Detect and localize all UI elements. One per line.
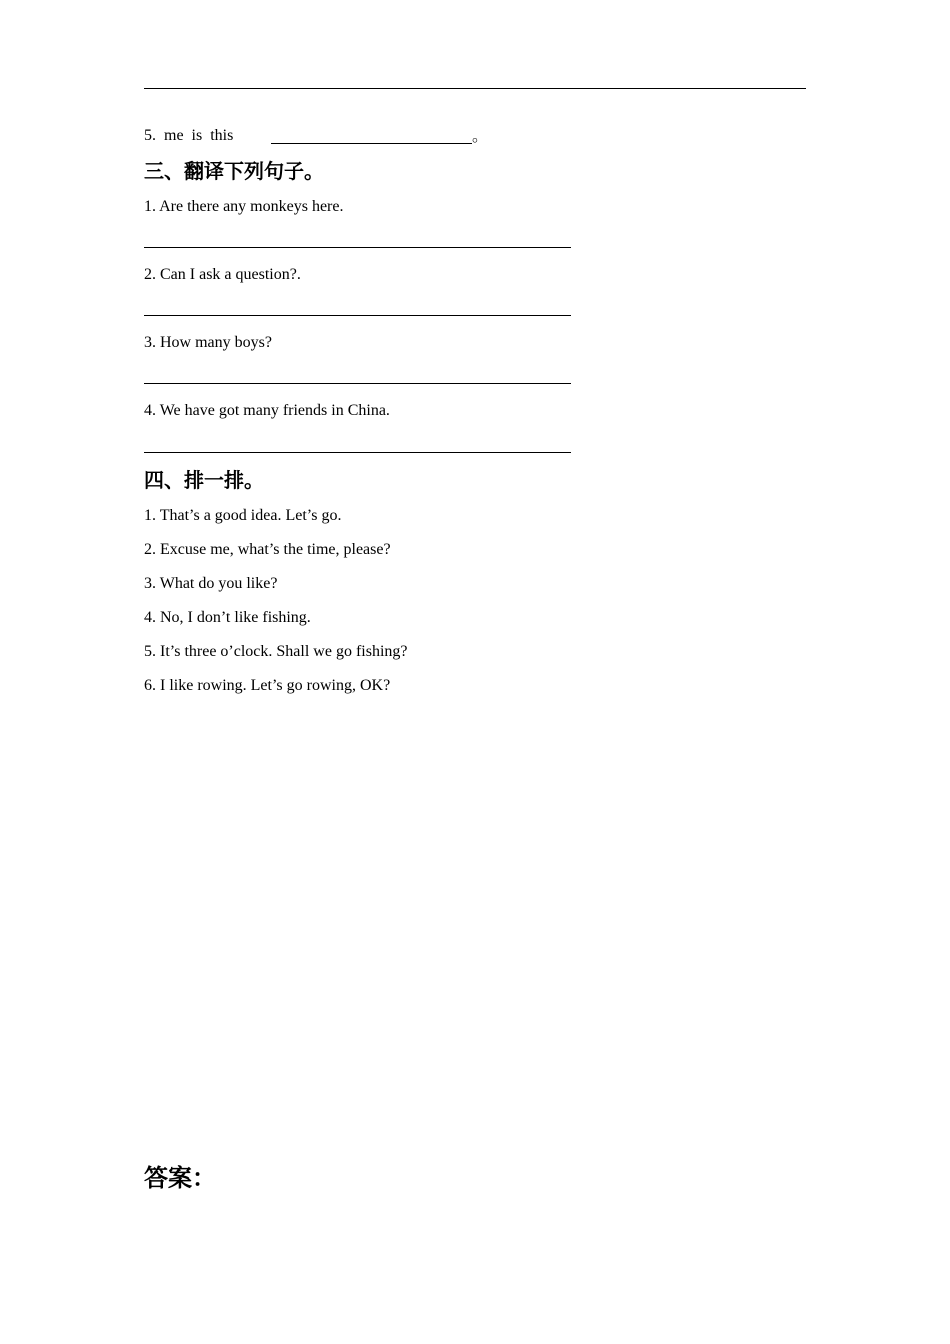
section4-item-1: 1. That’s a good idea. Let’s go. (144, 507, 342, 524)
section3-item-3: 3. How many boys? (144, 334, 272, 351)
section4-item-2: 2. Excuse me, what’s the time, please? (144, 541, 391, 558)
section3-answer-line-3 (144, 383, 571, 384)
section4-item-5: 5. It’s three o’clock. Shall we go fishing? (144, 643, 408, 660)
section3-item-1: 1. Are there any monkeys here. (144, 198, 344, 215)
section4-item-3: 3. What do you like? (144, 575, 278, 592)
section3-answer-line-2 (144, 315, 571, 316)
prev-item-5-text: 5. me is this (144, 127, 234, 144)
section3-answer-line-4 (144, 452, 571, 453)
section3-answer-line-1 (144, 247, 571, 248)
answer-heading: 答案： (144, 1164, 216, 1192)
section4-item-6: 6. I like rowing. Let’s go rowing, OK? (144, 677, 391, 694)
prev-item-5-blank (271, 143, 472, 144)
section4-heading: 四、排一排。 (144, 468, 264, 492)
section3-heading: 三、翻译下列句子。 (144, 159, 324, 183)
section3-item-2: 2. Can I ask a question?. (144, 266, 301, 283)
section4-item-4: 4. No, I don’t like fishing. (144, 609, 311, 626)
page-top-rule (144, 88, 806, 89)
prev-item-5-end-mark: 。 (472, 126, 489, 145)
section3-item-4: 4. We have got many friends in China. (144, 402, 390, 419)
